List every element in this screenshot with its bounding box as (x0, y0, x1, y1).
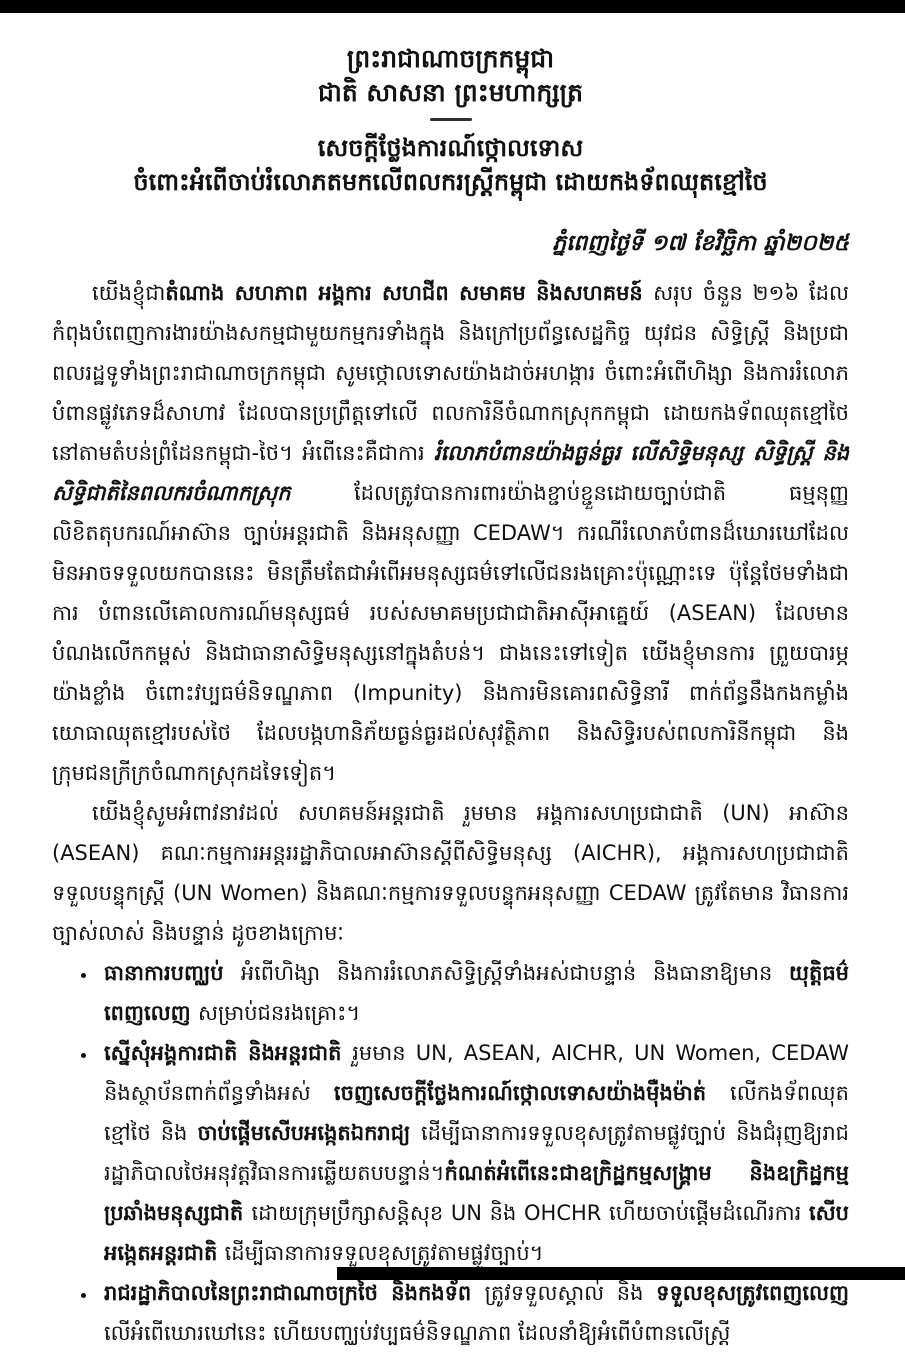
document-content (52, 42, 849, 1353)
demand-item-2: • ស្នើសុំអង្គការជាតិ និងអន្តរជាតិ រួមមាន UN, ASEAN, AICHR, UN Women, CEDAW និងស្ថាប័នពាក់ព័ន្ធទាំងអស់ ចេញសេចក្តីថ្លែងការណ៍ថ្កោលទោសយ៉ាងម៉ឺងម៉ាត់ លើកងទ័ពឈុតខ្មៅថៃ និង ចាប់ផ្ដើមសើបអង្កេតឯករាជ្យ ដើម្បីធានាការទទួលខុសត្រូវតាមផ្លូវច្បាប់ និងជំរុញឱ្យរាជរដ្ឋាភិបាលថៃអនុវត្តវិធានការឆ្លើយតបបន្ទាន់។កំណត់អំពើនេះជាឧក្រិដ្ឋកម្មសង្គ្រាម និងឧក្រិដ្ឋកម្មប្រឆាំងមនុស្សជាតិ ដោយក្រុមប្រឹក្សាសន្តិសុខ UN និង OHCHR ហើយចាប់ផ្ដើមដំណើរការ សើបអង្កេតអន្តរជាតិ ដើម្បីធានាការទទួលខុសត្រូវតាមផ្លូវច្បាប់។ (98, 1033, 849, 1273)
kingdom-title: ព្រះរាជាណាចក្រកម្ពុជា (346, 44, 555, 73)
scan-artifact-top-bar (0, 0, 905, 13)
national-motto: ជាតិ សាសនា ព្រះមហាក្សត្រ (318, 78, 583, 107)
body-paragraph-1: យើងខ្ញុំជាតំណាង សហភាព អង្គការ សហជីព សមាគម និងសហគមន៍ សរុប ចំនួន ២១៦ ដែលកំពុងបំពេញការងារយ៉ាងសកម្មជាមួយកម្មករទាំងក្នុង និងក្រៅប្រព័ន្ធសេដ្ឋកិច្ច យុវជន សិទ្ធិស្ត្រី និងប្រជាពលរដ្ឋទូទាំងព្រះរាជាណាចក្រកម្ពុជា សូមថ្កោលទោសយ៉ាងដាច់អហង្ការ ចំពោះអំពើហិង្សា និងការរំលោភបំពានផ្លូវភេទដ៏សាហាវ ដែលបានប្រព្រឹត្តទៅលើ ពលការិនីចំណាកស្រុកកម្ពុជា ដោយកងទ័ពឈុតខ្មៅថៃនៅតាមតំបន់ព្រំដែនកម្ពុជា-ថៃ។ អំពើនេះគឺជាការ រំលោភបំពានយ៉ាងធ្ងន់ធ្ងរ លើសិទ្ធិមនុស្ស សិទ្ធិស្ត្រី និងសិទ្ធិជាតិនៃពលករចំណាកស្រុក ដែលត្រូវបានការពារយ៉ាងខ្ជាប់ខ្ជួនដោយច្បាប់ជាតិ ធម្មនុញ្ញ លិខិតតុបករណ៍អាស៊ាន ច្បាប់អន្តរជាតិ និងអនុសញ្ញា CEDAW។ ករណីរំលោភបំពានដ៏ឃោរឃៅដែលមិនអាចទទួលយកបាននេះ មិនត្រឹមតែជាអំពើអមនុស្សធម៌ទៅលើជនរងគ្រោះប៉ុណ្ណោះទេ ប៉ុន្តែថែមទាំងជាការ បំពានលើគោលការណ៍មនុស្សធម៌ របស់សមាគមប្រជាជាតិអាស៊ីអាគ្នេយ៍ (ASEAN) ដែលមានបំណងលើកកម្ពស់ និងជាធានាសិទ្ធិមនុស្សនៅក្នុងតំបន់។ ជាងនេះទៅទៀត យើងខ្ញុំមានការ ព្រួយបារម្ភយ៉ាងខ្លាំង ចំពោះវប្បធម៌និទណ្ឌភាព (Impunity) និងការមិនគោរពសិទ្ធិនារី ពាក់ព័ន្ធនឹងកងកម្លាំងយោធាឈុតខ្មៅរបស់ថៃ ដែលបង្កហានិភ័យធ្ងន់ធ្ងរដល់សុវត្ថិភាព និងសិទ្ធិរបស់ពលការិនីកម្ពុជា និងក្រុមជនក្រីក្រចំណាកស្រុកដទៃទៀត។ (52, 281, 850, 785)
statement-title-line1: សេចក្តីថ្លែងការណ៍ថ្កោលទោស (317, 134, 584, 162)
demands-list (52, 953, 849, 1353)
demand-item-3: • រាជរដ្ឋាភិបាលនៃព្រះរាជាណាចក្រថៃ និងកងទ័ព ត្រូវទទួលស្គាល់ និង ទទួលខុសត្រូវពេញលេញ លើអំពើឃោរឃៅនេះ ហើយបញ្ឈប់វប្បធម៌និទណ្ឌភាព ដែលនាំឱ្យអំពើបំពានលើស្ត្រី (98, 1273, 849, 1353)
place-date-line: ភ្នំពេញថ្ងៃទី ១៧ ខែវិច្ឆិកា ឆ្នាំ២០២៥ (552, 231, 849, 256)
statement-body (52, 273, 849, 1353)
demand-item-1: • ធានាការបញ្ឈប់ អំពើហិង្សា និងការរំលោភសិទ្ធិស្ត្រីទាំងអស់ជាបន្ទាន់ និងធានាឱ្យមាន យុត្តិធម៌ពេញលេញ សម្រាប់ជនរងគ្រោះ។ (98, 953, 849, 1033)
body-paragraph-2: យើងខ្ញុំសូមអំពាវនាវដល់ សហគមន៍អន្តរជាតិ រួមមាន អង្គការសហប្រជាជាតិ (UN) អាស៊ាន (ASEAN) គណៈកម្មការអន្តររដ្ឋាភិបាលអាស៊ានស្តីពីសិទ្ធិមនុស្ស (AICHR), អង្គការសហប្រជាជាតិទទួលបន្ទុកស្ត្រី (UN Women) និងគណៈកម្មការទទួលបន្ទុកអនុសញ្ញា CEDAW ត្រូវតែមាន វិធានការច្បាស់លាស់ និងបន្ទាន់ ដូចខាងក្រោមៈ (52, 801, 849, 945)
divider-dash (430, 118, 472, 121)
statement-title-line2: ចំពោះអំពើចាប់រំលោភតមកលើពលករស្ត្រីកម្ពុជា ដោយកងទ័ពឈុតខ្មៅថៃ (133, 168, 768, 196)
